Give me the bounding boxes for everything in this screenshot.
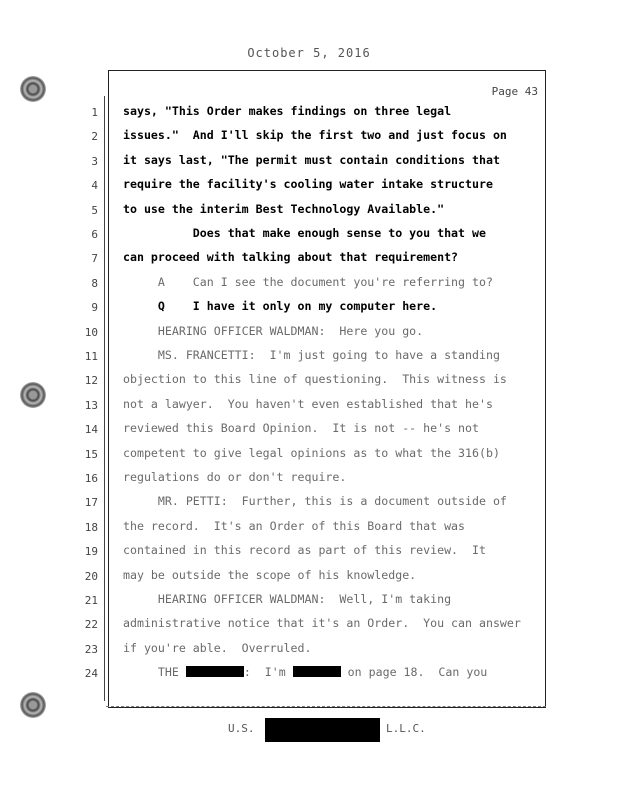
- line-text: Q I have it only on my computer here.: [123, 299, 438, 314]
- line-text: HEARING OFFICER WALDMAN: Well, I'm taking: [123, 592, 452, 606]
- line-number: 10: [84, 325, 98, 339]
- transcript-line: [0, 492, 618, 516]
- transcript-line: [0, 273, 618, 297]
- line-number: 22: [84, 618, 98, 632]
- line-number: 7: [91, 252, 98, 266]
- transcript-line: [0, 102, 618, 126]
- transcript-line: [0, 175, 618, 199]
- line-text: issues." And I'll skip the first two and just focus on: [123, 128, 507, 143]
- transcript-line: [0, 322, 618, 346]
- page-label: Page 43: [491, 85, 538, 98]
- line-text: require the facility's cooling water intake structure: [123, 177, 493, 192]
- page-frame-shadow: [106, 706, 546, 709]
- line-number: 12: [84, 374, 98, 388]
- transcript-line: [0, 224, 618, 248]
- line-number: 6: [91, 228, 98, 241]
- line-text: not a lawyer. You haven't even established that he's: [123, 396, 493, 411]
- transcript-line: [0, 297, 618, 321]
- transcript-line: [0, 444, 618, 468]
- transcript-line: [0, 541, 618, 565]
- line-number: 19: [84, 545, 98, 559]
- line-number: 24: [84, 667, 98, 681]
- transcript-line: [0, 566, 618, 590]
- line-number: 13: [84, 398, 98, 412]
- line-text: administrative notice that it's an Order. You can answer: [123, 616, 521, 631]
- transcript-line: [0, 248, 618, 272]
- line-text: it says last, "The permit must contain conditions that: [123, 152, 500, 167]
- line-text: may be outside the scope of his knowledge.: [123, 567, 417, 582]
- transcript-line: [0, 419, 618, 443]
- line-number: 8: [91, 276, 98, 290]
- line-text: contained in this record as part of this review. It: [123, 543, 486, 558]
- transcript-line: [0, 151, 618, 175]
- line-text-part: THE: [123, 665, 186, 680]
- transcript-line: [0, 126, 618, 150]
- redaction-bar: [186, 666, 244, 677]
- line-number: 5: [91, 203, 98, 217]
- line-number: 16: [84, 472, 98, 485]
- line-number: 14: [84, 423, 98, 437]
- transcript-line: [0, 395, 618, 419]
- line-text: objection to this line of questioning. This witness is: [123, 372, 507, 387]
- footer-left-text: U.S.: [228, 722, 255, 735]
- transcript-line: [0, 663, 618, 687]
- transcript-line: [0, 614, 618, 638]
- line-text: can proceed with talking about that requirement?: [123, 250, 459, 265]
- line-number: 2: [91, 130, 98, 144]
- line-text-part: on page 18. Can you: [340, 665, 488, 680]
- line-text: reviewed this Board Opinion. It is not -- he's not: [123, 421, 479, 436]
- transcript-line: [0, 639, 618, 663]
- line-text: to use the interim Best Technology Available.": [123, 201, 445, 216]
- line-number: 18: [84, 520, 98, 534]
- line-text: [123, 665, 538, 679]
- line-text: if you're able. Overruled.: [123, 640, 312, 655]
- transcript-line: [0, 200, 618, 224]
- line-text-part: : I'm: [243, 665, 293, 680]
- line-number: 3: [91, 154, 98, 168]
- footer: [0, 718, 618, 742]
- line-text: the record. It's an Order of this Board that was: [123, 518, 466, 533]
- redaction-bar: [293, 666, 341, 677]
- line-number: 15: [84, 447, 98, 461]
- punch-hole-top: [20, 76, 46, 102]
- transcript-line: [0, 346, 618, 370]
- line-text: MR. PETTI: Further, this is a document outside of: [123, 494, 507, 509]
- transcript-line: [0, 468, 618, 492]
- line-text: regulations do or don't require.: [123, 470, 347, 484]
- line-number: 17: [84, 496, 98, 510]
- transcript-line: [0, 590, 618, 614]
- line-number: 20: [84, 569, 98, 583]
- line-text: Does that make enough sense to you that we: [123, 226, 486, 240]
- footer-redaction: [265, 718, 380, 742]
- line-number: 11: [84, 350, 98, 363]
- line-text: HEARING OFFICER WALDMAN: Here you go.: [123, 323, 424, 338]
- punch-hole-bottom: [20, 692, 46, 718]
- line-number: 23: [84, 642, 98, 656]
- line-text: A Can I see the document you're referring to?: [123, 274, 493, 289]
- line-text: competent to give legal opinions as to what the 316(b): [123, 445, 500, 460]
- line-text: MS. FRANCETTI: I'm just going to have a standing: [123, 348, 500, 362]
- line-number: 9: [91, 301, 98, 315]
- line-number: 4: [91, 179, 98, 193]
- header-date: October 5, 2016: [247, 46, 371, 60]
- transcript-line: [0, 370, 618, 394]
- transcript-line: [0, 517, 618, 541]
- line-text: says, "This Order makes findings on three legal: [123, 104, 452, 118]
- footer-right-text: L.L.C.: [386, 722, 426, 735]
- line-number: 21: [84, 594, 98, 607]
- line-number: 1: [91, 106, 98, 119]
